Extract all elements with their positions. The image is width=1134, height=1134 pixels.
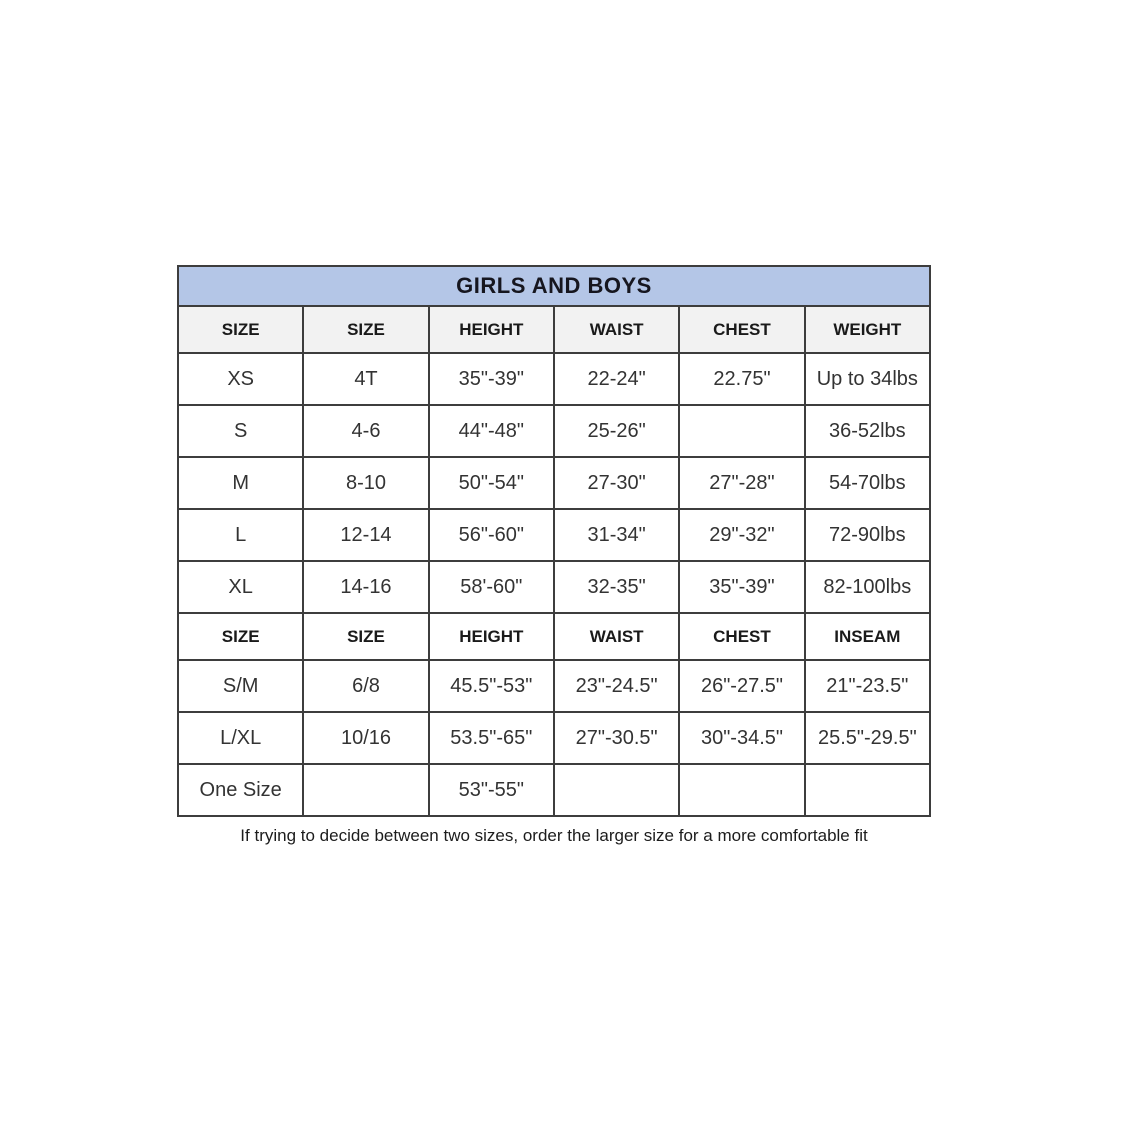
table-cell: 32-35" — [554, 561, 679, 613]
column-header: CHEST — [679, 306, 804, 353]
table-cell: 27-30" — [554, 457, 679, 509]
table-cell: 21"-23.5" — [805, 660, 930, 712]
table-cell: XS — [178, 353, 303, 405]
table-cell: 22-24" — [554, 353, 679, 405]
table-cell: 14-16 — [303, 561, 428, 613]
table-cell — [805, 764, 930, 816]
table-cell: 82-100lbs — [805, 561, 930, 613]
column-header: WAIST — [554, 306, 679, 353]
header-row-weight-section — [178, 306, 930, 353]
column-header: INSEAM — [805, 613, 930, 660]
table-cell — [303, 764, 428, 816]
header-row-inseam-section — [178, 613, 930, 660]
table-cell: 12-14 — [303, 509, 428, 561]
column-header: SIZE — [178, 613, 303, 660]
column-header: CHEST — [679, 613, 804, 660]
column-header: WEIGHT — [805, 306, 930, 353]
column-header: HEIGHT — [429, 306, 554, 353]
table-row — [178, 353, 930, 405]
table-cell: 44"-48" — [429, 405, 554, 457]
table-cell: 35"-39" — [679, 561, 804, 613]
table-cell: S — [178, 405, 303, 457]
table-cell: 58'-60" — [429, 561, 554, 613]
column-header: SIZE — [303, 613, 428, 660]
table-row — [178, 712, 930, 764]
table-cell: 25-26" — [554, 405, 679, 457]
table-row — [178, 561, 930, 613]
column-header: SIZE — [178, 306, 303, 353]
table-cell: 8-10 — [303, 457, 428, 509]
table-cell: L/XL — [178, 712, 303, 764]
table-cell: 31-34" — [554, 509, 679, 561]
table-cell: 50"-54" — [429, 457, 554, 509]
table-cell: 27"-28" — [679, 457, 804, 509]
size-chart — [177, 265, 931, 817]
table-row — [178, 405, 930, 457]
table-cell: M — [178, 457, 303, 509]
table-cell: One Size — [178, 764, 303, 816]
table-cell: 22.75" — [679, 353, 804, 405]
table-cell: 26"-27.5" — [679, 660, 804, 712]
table-cell: 27"-30.5" — [554, 712, 679, 764]
table-row — [178, 509, 930, 561]
table-cell: 45.5"-53" — [429, 660, 554, 712]
column-header: HEIGHT — [429, 613, 554, 660]
table-cell: 53"-55" — [429, 764, 554, 816]
table-cell: 29"-32" — [679, 509, 804, 561]
table-row — [178, 764, 930, 816]
table-cell — [679, 405, 804, 457]
column-header: WAIST — [554, 613, 679, 660]
size-table-body — [178, 266, 930, 816]
table-cell: 36-52lbs — [805, 405, 930, 457]
table-cell: 53.5"-65" — [429, 712, 554, 764]
table-title-row — [178, 266, 930, 306]
table-cell: 35"-39" — [429, 353, 554, 405]
table-cell: S/M — [178, 660, 303, 712]
table-title: GIRLS AND BOYS — [178, 266, 930, 306]
table-cell: 4-6 — [303, 405, 428, 457]
table-cell: 72-90lbs — [805, 509, 930, 561]
table-cell: 30"-34.5" — [679, 712, 804, 764]
table-cell: 23"-24.5" — [554, 660, 679, 712]
table-cell: 6/8 — [303, 660, 428, 712]
table-cell — [679, 764, 804, 816]
table-cell: 54-70lbs — [805, 457, 930, 509]
table-cell: 25.5"-29.5" — [805, 712, 930, 764]
footnote-text: If trying to decide between two sizes, order the larger size for a more comfortable fit — [240, 826, 868, 845]
table-cell: 10/16 — [303, 712, 428, 764]
table-cell: 4T — [303, 353, 428, 405]
table-cell: L — [178, 509, 303, 561]
column-header: SIZE — [303, 306, 428, 353]
table-cell: Up to 34lbs — [805, 353, 930, 405]
size-table — [177, 265, 931, 817]
table-row — [178, 457, 930, 509]
table-cell — [554, 764, 679, 816]
table-cell: XL — [178, 561, 303, 613]
table-cell: 56"-60" — [429, 509, 554, 561]
table-row — [178, 660, 930, 712]
